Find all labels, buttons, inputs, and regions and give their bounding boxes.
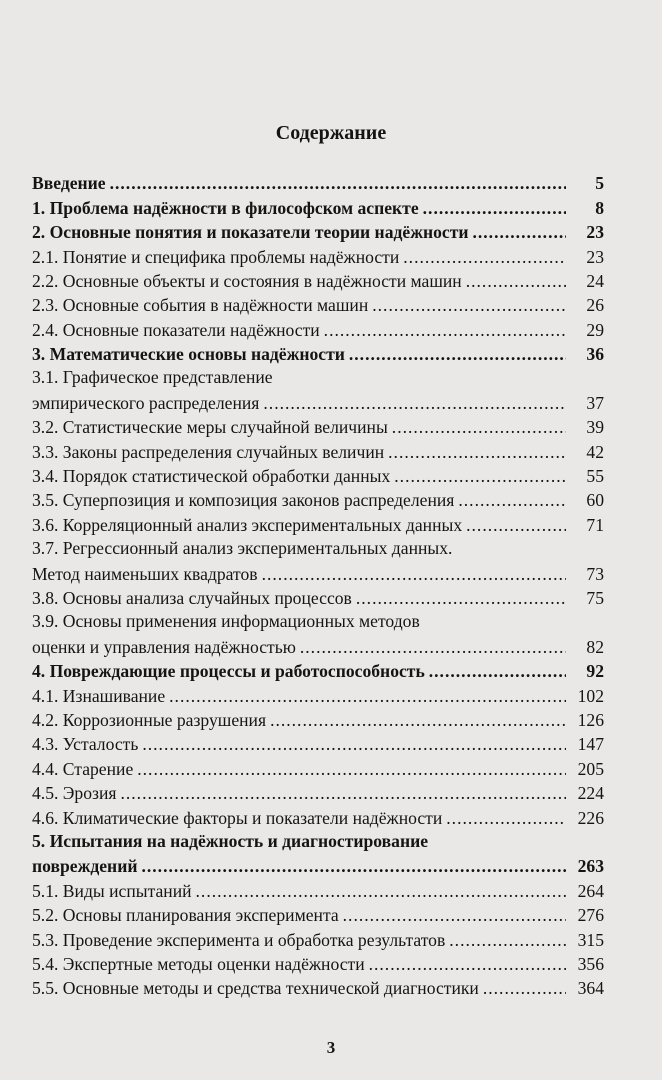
toc-entry-page: 263	[577, 856, 604, 877]
dot-leader	[141, 856, 566, 877]
toc-entry-title: 5.1. Виды испытаний	[32, 880, 192, 901]
toc-entry-line	[32, 390, 604, 414]
toc-entry-page: 102	[577, 685, 604, 706]
table-of-contents	[32, 170, 604, 999]
toc-entry-page: 226	[577, 807, 604, 828]
toc-entry-page: 23	[586, 222, 604, 243]
toc-entry-line	[32, 633, 604, 657]
dot-leader	[466, 271, 566, 292]
dot-leader	[403, 247, 566, 268]
toc-entry	[32, 243, 604, 267]
dot-leader	[300, 637, 566, 658]
toc-entry-line	[32, 560, 604, 584]
toc-entry-page: 147	[577, 734, 604, 755]
toc-entry-title-continued: эмпирического распределения	[32, 392, 260, 413]
toc-entry-page: 24	[586, 270, 604, 291]
toc-entry	[32, 511, 604, 535]
toc-entry-page: 23	[586, 246, 604, 267]
toc-entry	[32, 316, 604, 340]
toc-entry	[32, 829, 604, 878]
toc-entry-title: Введение	[32, 173, 106, 194]
toc-entry	[32, 755, 604, 779]
toc-entry	[32, 463, 604, 487]
toc-entry-page: 126	[577, 710, 604, 731]
toc-entry	[32, 609, 604, 658]
toc-entry-title: 5.3. Проведение эксперимента и обработка результатов	[32, 929, 446, 950]
toc-entry	[32, 219, 604, 243]
dot-leader	[449, 930, 566, 951]
toc-entry-title: 4.5. Эрозия	[32, 783, 117, 804]
toc-entry-title: 1. Проблема надёжности в философском аспекте	[32, 197, 419, 218]
toc-entry-title: 2.1. Понятие и специфика проблемы надёжности	[32, 246, 400, 267]
dot-leader	[324, 320, 566, 341]
dot-leader	[394, 466, 566, 487]
dot-leader	[388, 442, 566, 463]
toc-entry-page: 276	[577, 905, 604, 926]
toc-entry	[32, 194, 604, 218]
toc-entry-page: 8	[595, 197, 604, 218]
toc-entry-page: 315	[577, 929, 604, 950]
dot-leader	[142, 734, 566, 755]
toc-entry-title: 3.8. Основы анализа случайных процессов	[32, 588, 352, 609]
dot-leader	[343, 905, 566, 926]
toc-entry-title: 2.4. Основные показатели надёжности	[32, 319, 320, 340]
dot-leader	[372, 295, 566, 316]
toc-entry-title: 3.3. Законы распределения случайных величин	[32, 441, 385, 462]
dot-leader	[472, 222, 566, 243]
toc-entry-title: 2. Основные понятия и показатели теории надёжности	[32, 222, 469, 243]
dot-leader	[423, 198, 566, 219]
dot-leader	[466, 515, 566, 536]
toc-entry-title: 3.1. Графическое представление	[32, 367, 273, 388]
toc-entry-page: 92	[586, 661, 604, 682]
toc-entry	[32, 170, 604, 194]
toc-entry	[32, 975, 604, 999]
toc-entry-title: 4.6. Климатические факторы и показатели надёжности	[32, 807, 443, 828]
toc-entry-title-continued: повреждений	[32, 856, 138, 877]
toc-entry	[32, 877, 604, 901]
toc-entry	[32, 902, 604, 926]
toc-entry	[32, 780, 604, 804]
toc-entry	[32, 438, 604, 462]
dot-leader	[169, 686, 566, 707]
toc-entry	[32, 658, 604, 682]
toc-entry-title: 2.3. Основные события в надёжности машин	[32, 295, 369, 316]
dot-leader	[349, 344, 566, 365]
toc-entry	[32, 268, 604, 292]
toc-entry-page: 55	[586, 466, 604, 487]
toc-entry-title: 3.9. Основы применения информационных методов	[32, 611, 420, 632]
toc-entry	[32, 292, 604, 316]
dot-leader	[270, 710, 566, 731]
toc-entry-page: 71	[586, 514, 604, 535]
toc-entry-page: 26	[586, 295, 604, 316]
toc-entry	[32, 536, 604, 585]
toc-entry	[32, 341, 604, 365]
toc-entry-title: 3.5. Суперпозиция и композиция законов распределения	[32, 490, 455, 511]
toc-entry-title-continued: Метод наименьших квадратов	[32, 563, 258, 584]
toc-entry-title: 4.1. Изнашивание	[32, 685, 166, 706]
page-title: Содержание	[275, 122, 387, 144]
toc-entry-title: 2.2. Основные объекты и состояния в надёжности машин	[32, 270, 462, 291]
page-number: 3	[326, 1038, 336, 1057]
dot-leader	[458, 490, 566, 511]
toc-entry-title: 5.5. Основные методы и средства технической диагностики	[32, 978, 479, 999]
toc-entry-title-continued: оценки и управления надёжностью	[32, 636, 296, 657]
toc-entry	[32, 926, 604, 950]
toc-entry-page: 73	[586, 563, 604, 584]
toc-entry-title: 4.4. Старение	[32, 758, 134, 779]
toc-entry-title: 4.3. Усталость	[32, 734, 139, 755]
toc-entry-page: 37	[586, 392, 604, 413]
toc-entry	[32, 365, 604, 414]
toc-entry-page: 75	[586, 588, 604, 609]
dot-leader	[137, 759, 566, 780]
toc-entry-page: 36	[586, 344, 604, 365]
toc-entry-page: 42	[586, 441, 604, 462]
toc-entry-page: 205	[577, 758, 604, 779]
toc-entry-title: 3.6. Корреляционный анализ экспериментальных данных	[32, 514, 463, 535]
dot-leader	[429, 661, 566, 682]
dot-leader	[196, 881, 566, 902]
toc-entry	[32, 487, 604, 511]
toc-entry-page: 29	[586, 319, 604, 340]
toc-entry	[32, 731, 604, 755]
toc-entry-page: 364	[577, 978, 604, 999]
toc-entry-page: 60	[586, 490, 604, 511]
dot-leader	[120, 783, 566, 804]
toc-entry-page: 82	[586, 636, 604, 657]
toc-entry-title: 5. Испытания на надёжность и диагностирование	[32, 830, 429, 851]
dot-leader	[483, 978, 566, 999]
toc-entry	[32, 682, 604, 706]
toc-entry-title: 4. Повреждающие процессы и работоспособность	[32, 661, 425, 682]
toc-entry-page: 224	[577, 783, 604, 804]
toc-entry-line	[32, 853, 604, 877]
toc-entry-title: 3. Математические основы надёжности	[32, 344, 345, 365]
dot-leader	[263, 393, 566, 414]
toc-entry-title: 3.7. Регрессионный анализ экспериментальных данных.	[32, 537, 453, 558]
toc-entry-title: 5.2. Основы планирования эксперимента	[32, 905, 339, 926]
dot-leader	[356, 588, 566, 609]
toc-entry-page: 264	[577, 880, 604, 901]
dot-leader	[392, 417, 566, 438]
toc-entry-title: 3.4. Порядок статистической обработки данных	[32, 466, 391, 487]
toc-entry-page: 39	[586, 417, 604, 438]
toc-entry-title: 4.2. Коррозионные разрушения	[32, 710, 267, 731]
toc-entry	[32, 414, 604, 438]
toc-entry	[32, 707, 604, 731]
dot-leader	[369, 954, 566, 975]
dot-leader	[446, 808, 566, 829]
toc-entry-title: 5.4. Экспертные методы оценки надёжности	[32, 953, 365, 974]
dot-leader	[110, 173, 566, 194]
toc-entry	[32, 951, 604, 975]
dot-leader	[262, 564, 566, 585]
toc-entry-title: 3.2. Статистические меры случайной величины	[32, 417, 388, 438]
toc-entry	[32, 585, 604, 609]
toc-entry-page: 5	[595, 173, 604, 194]
toc-entry	[32, 804, 604, 828]
toc-entry-page: 356	[577, 953, 604, 974]
